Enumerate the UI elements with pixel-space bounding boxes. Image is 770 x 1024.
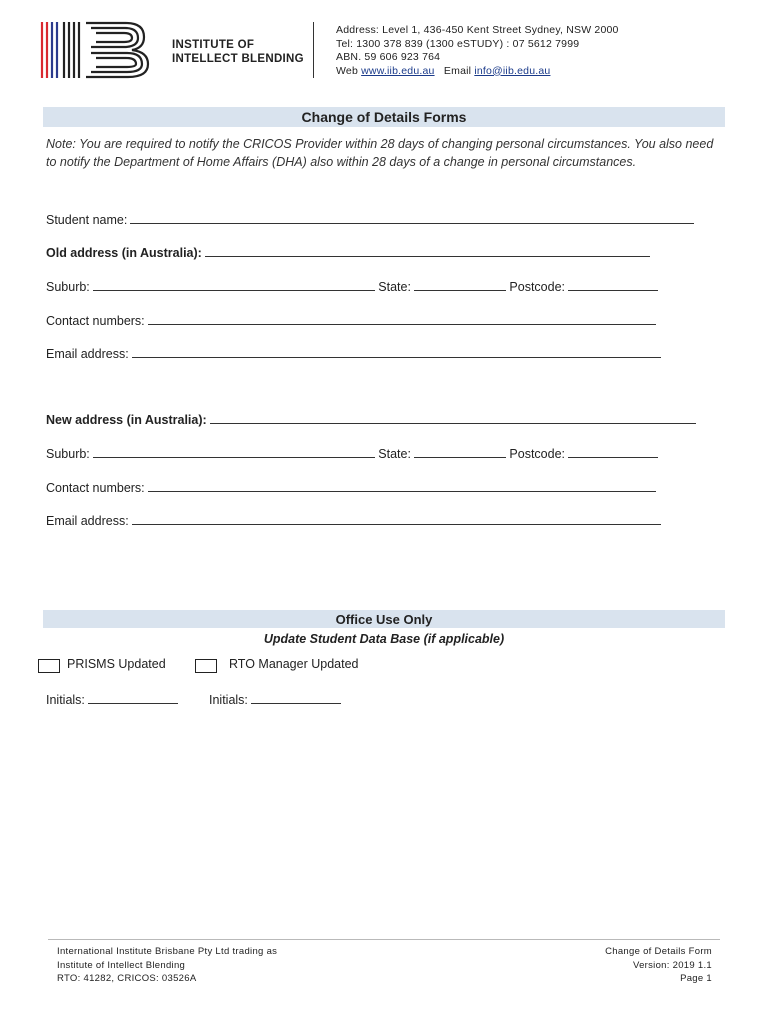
- student-name-field[interactable]: [130, 211, 694, 224]
- header-divider: [313, 22, 314, 78]
- state-label: State:: [378, 447, 411, 461]
- new-contact-row: [46, 479, 656, 495]
- tel-line: Tel: 1300 378 839 (1300 eSTUDY) : 07 5612 7999: [336, 37, 580, 50]
- suburb-label: Suburb:: [46, 280, 90, 294]
- logo-wordmark: [172, 39, 304, 66]
- new-suburb-field[interactable]: [93, 445, 375, 458]
- old-email-row: [46, 345, 661, 361]
- old-postcode-field[interactable]: [568, 278, 658, 291]
- initials-label: Initials:: [209, 693, 248, 707]
- footer-trading-name: Institute of Intellect Blending: [57, 959, 186, 971]
- office-use-heading: Office Use Only: [43, 610, 725, 628]
- footer-form-name: Change of Details Form: [605, 946, 712, 957]
- institute-logo: [38, 20, 153, 80]
- student-name-row: [46, 211, 694, 227]
- old-state-field[interactable]: [414, 278, 506, 291]
- new-email-row: [46, 512, 661, 528]
- new-address-row: [46, 411, 696, 427]
- footer-company: International Institute Brisbane Pty Ltd trading as: [57, 946, 278, 957]
- footer-right: [605, 945, 712, 986]
- prisms-checkbox[interactable]: [38, 659, 60, 673]
- initials-field-2[interactable]: [251, 691, 341, 704]
- new-contact-field[interactable]: [148, 479, 656, 492]
- contact-block: [336, 24, 619, 78]
- office-use-subheading: Update Student Data Base (if applicable): [263, 632, 505, 646]
- suburb-label: Suburb:: [46, 447, 90, 461]
- initials-field-1[interactable]: [88, 691, 178, 704]
- old-address-field[interactable]: [205, 244, 650, 257]
- email-address-label: Email address:: [46, 347, 129, 361]
- contact-numbers-label: Contact numbers:: [46, 314, 145, 328]
- student-name-label: Student name:: [46, 213, 128, 227]
- logo-line-2: INTELLECT BLENDING: [172, 52, 304, 65]
- old-contact-row: [46, 312, 656, 328]
- footer-page-number: Page 1: [680, 973, 712, 984]
- web-link[interactable]: www.iib.edu.au: [361, 64, 435, 77]
- initials-row-2: [209, 691, 341, 707]
- new-state-field[interactable]: [414, 445, 506, 458]
- old-contact-field[interactable]: [148, 312, 656, 325]
- old-suburb-row: [46, 278, 658, 294]
- note-text: Note: You are required to notify the CRICOS Provider within 28 days of changing personal circumstances. You also need to notify the Department of Home Affairs (DHA) also within 28 days of a change in personal circumstances.: [46, 137, 714, 169]
- rto-manager-label: RTO Manager Updated: [229, 657, 359, 671]
- page-title: Change of Details Forms: [43, 107, 725, 127]
- old-email-field[interactable]: [132, 345, 661, 358]
- web-label: Web: [336, 64, 358, 77]
- new-email-field[interactable]: [132, 512, 661, 525]
- footer-divider: [48, 939, 720, 940]
- web-email-line: [336, 65, 619, 79]
- old-address-row: [46, 244, 650, 260]
- logo-line-1: INSTITUTE OF: [172, 39, 255, 51]
- footer-left: [57, 945, 277, 986]
- email-address-label: Email address:: [46, 514, 129, 528]
- footer-version: Version: 2019 1.1: [632, 959, 712, 971]
- contact-numbers-label: Contact numbers:: [46, 481, 145, 495]
- state-label: State:: [378, 280, 411, 294]
- postcode-label: Postcode:: [509, 447, 566, 461]
- prisms-label: PRISMS Updated: [67, 657, 166, 671]
- initials-row-1: [46, 691, 178, 707]
- abn-line: ABN. 59 606 923 764: [336, 51, 441, 63]
- old-suburb-field[interactable]: [93, 278, 375, 291]
- new-postcode-field[interactable]: [568, 445, 658, 458]
- new-address-field[interactable]: [210, 411, 696, 424]
- address-line: Address: Level 1, 436-450 Kent Street Sydney, NSW 2000: [336, 24, 619, 36]
- email-link[interactable]: info@iib.edu.au: [474, 64, 551, 77]
- footer-rto-cricos: RTO: 41282, CRICOS: 03526A: [57, 973, 197, 984]
- new-suburb-row: [46, 445, 658, 461]
- new-address-label: New address (in Australia):: [46, 413, 207, 427]
- old-address-label: Old address (in Australia):: [46, 246, 202, 260]
- email-label: Email: [443, 64, 472, 77]
- rto-manager-checkbox[interactable]: [195, 659, 217, 673]
- initials-label: Initials:: [46, 693, 85, 707]
- postcode-label: Postcode:: [509, 280, 566, 294]
